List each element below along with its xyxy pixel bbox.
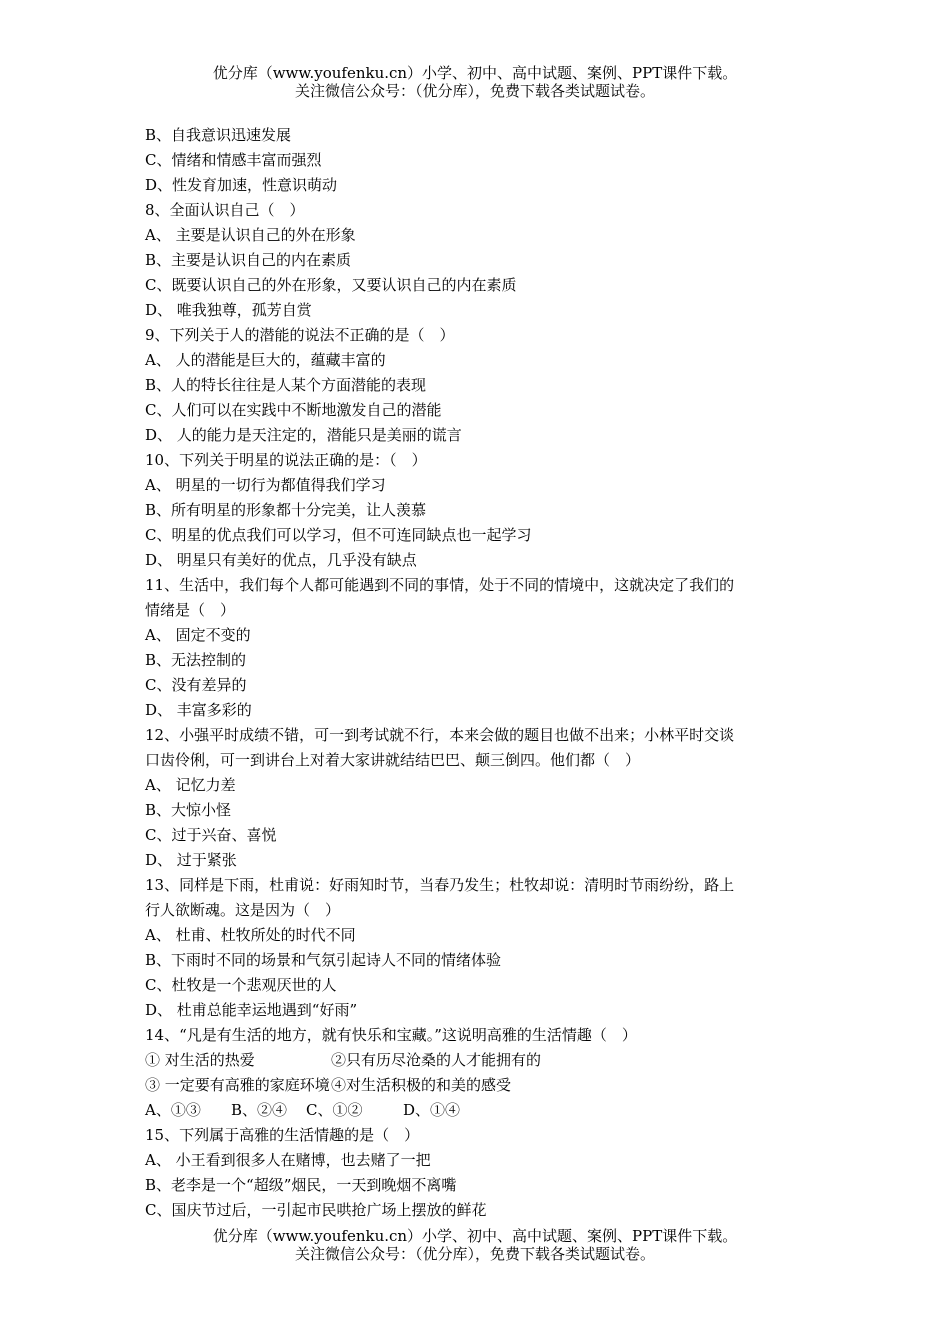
header-line-1: 优分库（www.youfenku.cn）小学、初中、高中试题、案例、PPT课件下载。 — [212, 64, 738, 82]
q9-option-c: C、人们可以在实践中不断地激发自己的潜能 — [145, 401, 442, 419]
footer-line-1: 优分库（www.youfenku.cn）小学、初中、高中试题、案例、PPT课件下载。 — [212, 1227, 738, 1245]
q14-stem: 14、“凡是有生活的地方，就有快乐和宝藏。”这说明高雅的生活情趣（ ） — [145, 1026, 637, 1044]
q11-option-c: C、没有差异的 — [145, 676, 247, 694]
q9-option-a: A、 人的潜能是巨大的，蕴藏丰富的 — [145, 351, 386, 369]
q14-item-4: ④对生活积极的和美的感受 — [331, 1076, 512, 1094]
q10-option-d: D、 明星只有美好的优点，几乎没有缺点 — [145, 551, 417, 569]
q13-stem-line-1: 13、同样是下雨，杜甫说：好雨知时节，当春乃发生；杜牧却说：清明时节雨纷纷，路上 — [145, 876, 735, 894]
q15-option-a: A、 小王看到很多人在赌博，也去赌了一把 — [145, 1151, 431, 1169]
q12-option-b: B、大惊小怪 — [145, 801, 232, 819]
q15-option-c: C、国庆节过后，一引起市民哄抢广场上摆放的鲜花 — [145, 1201, 487, 1219]
q14-option-b: B、②④ — [231, 1101, 288, 1119]
header-line-2: 关注微信公众号：（优分库），免费下载各类试题试卷。 — [294, 82, 655, 100]
q14-item-1: ① 对生活的热爱 — [145, 1051, 255, 1069]
q12-option-a: A、 记忆力差 — [145, 776, 236, 794]
q10-option-c: C、明星的优点我们可以学习，但不可连同缺点也一起学习 — [145, 526, 532, 544]
q11-stem-line-2: 情绪是（ ） — [145, 601, 236, 619]
q8-option-a: A、 主要是认识自己的外在形象 — [145, 226, 356, 244]
q13-stem-line-2: 行人欲断魂。这是因为（ ） — [145, 901, 341, 919]
q10-stem: 10、下列关于明星的说法正确的是：（ ） — [145, 451, 427, 469]
q10-option-b: B、所有明星的形象都十分完美，让人羡慕 — [145, 501, 427, 519]
q15-option-b: B、老李是一个“超级”烟民，一天到晚烟不离嘴 — [145, 1176, 457, 1194]
q7-option-c: C、情绪和情感丰富而强烈 — [145, 151, 322, 169]
q14-option-c: C、①② — [306, 1101, 363, 1119]
q7-option-d: D、性发育加速，性意识萌动 — [145, 176, 338, 194]
q11-option-d: D、 丰富多彩的 — [145, 701, 252, 719]
q13-option-c: C、杜牧是一个悲观厌世的人 — [145, 976, 337, 994]
q9-option-b: B、人的特长往往是人某个方面潜能的表现 — [145, 376, 427, 394]
q13-option-a: A、 杜甫、杜牧所处的时代不同 — [145, 926, 356, 944]
q11-option-b: B、无法控制的 — [145, 651, 247, 669]
page-footer — [0, 1227, 950, 1263]
q8-stem: 8、全面认识自己（ ） — [145, 201, 305, 219]
q15-stem: 15、下列属于高雅的生活情趣的是（ ） — [145, 1126, 420, 1144]
q14-option-d: D、①④ — [403, 1101, 461, 1119]
q8-option-d: D、 唯我独尊，孤芳自赏 — [145, 301, 312, 319]
q12-stem-line-1: 12、小强平时成绩不错，可一到考试就不行，本来会做的题目也做不出来；小林平时交谈 — [145, 726, 735, 744]
q12-option-d: D、 过于紧张 — [145, 851, 237, 869]
document-body — [145, 123, 810, 1223]
q11-option-a: A、 固定不变的 — [145, 626, 251, 644]
page-header — [0, 64, 950, 100]
q8-option-b: B、主要是认识自己的内在素质 — [145, 251, 352, 269]
q14-item-3: ③ 一定要有高雅的家庭环境 — [145, 1076, 330, 1094]
q10-option-a: A、 明星的一切行为都值得我们学习 — [145, 476, 386, 494]
q14-item-2: ②只有历尽沧桑的人才能拥有的 — [331, 1051, 542, 1069]
q13-option-b: B、下雨时不同的场景和气氛引起诗人不同的情绪体验 — [145, 951, 502, 969]
q12-stem-line-2: 口齿伶俐，可一到讲台上对着大家讲就结结巴巴、颠三倒四。他们都（ ） — [145, 751, 641, 769]
q14-options — [145, 1098, 810, 1123]
q14-option-a: A、①③ — [145, 1101, 201, 1119]
q8-option-c: C、既要认识自己的外在形象，又要认识自己的内在素质 — [145, 276, 517, 294]
footer-line-2: 关注微信公众号：（优分库），免费下载各类试题试卷。 — [294, 1245, 655, 1263]
q9-option-d: D、 人的能力是天注定的，潜能只是美丽的谎言 — [145, 426, 462, 444]
q14-items-row-2 — [145, 1073, 810, 1098]
q13-option-d: D、 杜甫总能幸运地遇到“好雨” — [145, 1001, 358, 1019]
q14-items-row-1 — [145, 1048, 810, 1073]
q11-stem-line-1: 11、生活中，我们每个人都可能遇到不同的事情，处于不同的情境中，这就决定了我们的 — [145, 576, 735, 594]
q12-option-c: C、过于兴奋、喜悦 — [145, 826, 277, 844]
q7-option-b: B、自我意识迅速发展 — [145, 126, 292, 144]
q9-stem: 9、下列关于人的潜能的说法不正确的是（ ） — [145, 326, 455, 344]
